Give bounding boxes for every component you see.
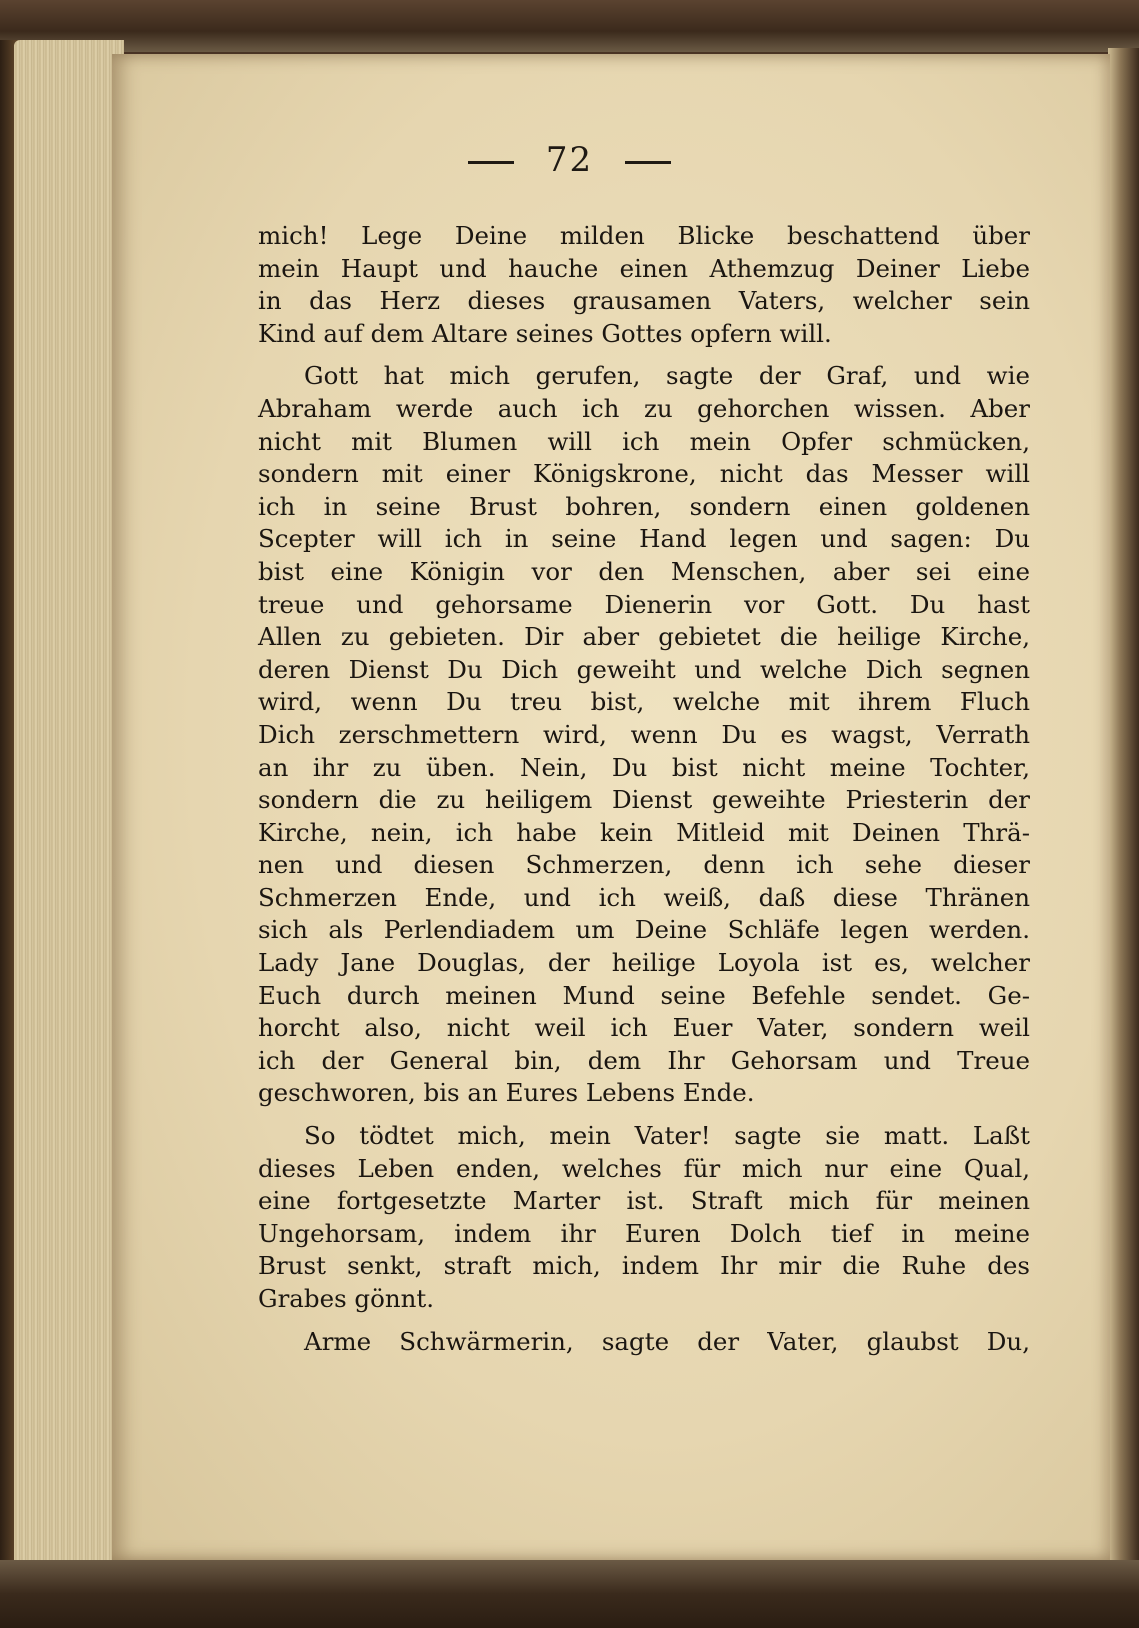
paragraph	[258, 220, 1030, 350]
text-line: bist eine Königin vor den Menschen, aber sei eine	[258, 556, 1030, 586]
text-line: mein Haupt und hauche einen Athemzug Deiner Liebe	[258, 253, 1030, 283]
text-line: nen und diesen Schmerzen, denn ich sehe dieser	[258, 850, 1030, 880]
page-number-dash-left	[468, 161, 514, 164]
page-number-dash-right	[625, 161, 671, 164]
left-page-stack	[14, 40, 124, 1570]
text-line: sich als Perlendiadem um Deine Schläfe legen werden.	[258, 915, 1030, 945]
text-line: Gott hat mich gerufen, sagte der Graf, und wie	[304, 361, 1030, 391]
text-line: Brust senkt, straft mich, indem Ihr mir die Ruhe des	[258, 1251, 1030, 1281]
text-line: an ihr zu üben. Nein, Du bist nicht meine Tochter,	[258, 752, 1030, 782]
text-line: sondern die zu heiligem Dienst geweihte Priesterin der	[258, 785, 1030, 815]
text-line: Grabes gönnt.	[258, 1284, 435, 1313]
text-line: So tödtet mich, mein Vater! sagte sie matt. Laßt	[304, 1121, 1030, 1151]
text-line: dieses Leben enden, welches für mich nur eine Qual,	[258, 1153, 1030, 1183]
text-line: Kirche, nein, ich habe kein Mitleid mit Deinen Thrä-	[258, 817, 1030, 847]
paragraph	[258, 1120, 1030, 1316]
text-line: Scepter will ich in seine Hand legen und sagen: Du	[258, 524, 1030, 554]
text-line: Dich zerschmettern wird, wenn Du es wagst, Verrath	[258, 719, 1030, 749]
right-page-edge	[1108, 48, 1139, 1568]
text-line: eine fortgesetzte Marter ist. Straft mich für meinen	[258, 1186, 1030, 1216]
text-line: ich der General bin, dem Ihr Gehorsam und Treue	[258, 1045, 1030, 1075]
text-line: treue und gehorsame Dienerin vor Gott. Du hast	[258, 589, 1030, 619]
text-line: mich! Lege Deine milden Blicke beschattend über	[258, 221, 1030, 250]
text-line: wird, wenn Du treu bist, welche mit ihrem Fluch	[258, 687, 1030, 717]
text-line: Arme Schwärmerin, sagte der Vater, glaubst Du,	[304, 1326, 1030, 1356]
text-line: horcht also, nicht weil ich Euer Vater, sondern weil	[258, 1013, 1030, 1043]
text-line: Ungehorsam, indem ihr Euren Dolch tief in meine	[258, 1218, 1030, 1248]
text-line: Schmerzen Ende, und ich weiß, daß diese Thränen	[258, 882, 1030, 912]
text-line: ich in seine Brust bohren, sondern einen goldenen	[258, 491, 1030, 521]
text-line: nicht mit Blumen will ich mein Opfer schmücken,	[258, 426, 1030, 456]
paragraph	[258, 360, 1030, 1110]
body-text	[258, 220, 1030, 1368]
book-top-edge	[0, 0, 1139, 52]
text-line: Abraham werde auch ich zu gehorchen wissen. Aber	[258, 393, 1030, 423]
text-line: Lady Jane Douglas, der heilige Loyola ist es, welcher	[258, 948, 1030, 978]
page-number-value: 72	[545, 140, 594, 180]
paragraph	[258, 1326, 1030, 1359]
text-line: Allen zu gebieten. Dir aber gebietet die heilige Kirche,	[258, 622, 1030, 652]
text-line: Euch durch meinen Mund seine Befehle sendet. Ge-	[258, 980, 1030, 1010]
text-line: in das Herz dieses grausamen Vaters, welcher sein	[258, 286, 1030, 316]
page-number	[0, 140, 1139, 180]
text-line: geschworen, bis an Eures Lebens Ende.	[258, 1078, 755, 1108]
text-line: sondern mit einer Königskrone, nicht das Messer will	[258, 459, 1030, 489]
text-line: Kind auf dem Altare seines Gottes opfern will.	[258, 318, 832, 348]
book-bottom-edge	[0, 1560, 1139, 1628]
text-line: deren Dienst Du Dich geweiht und welche Dich segnen	[258, 654, 1030, 684]
